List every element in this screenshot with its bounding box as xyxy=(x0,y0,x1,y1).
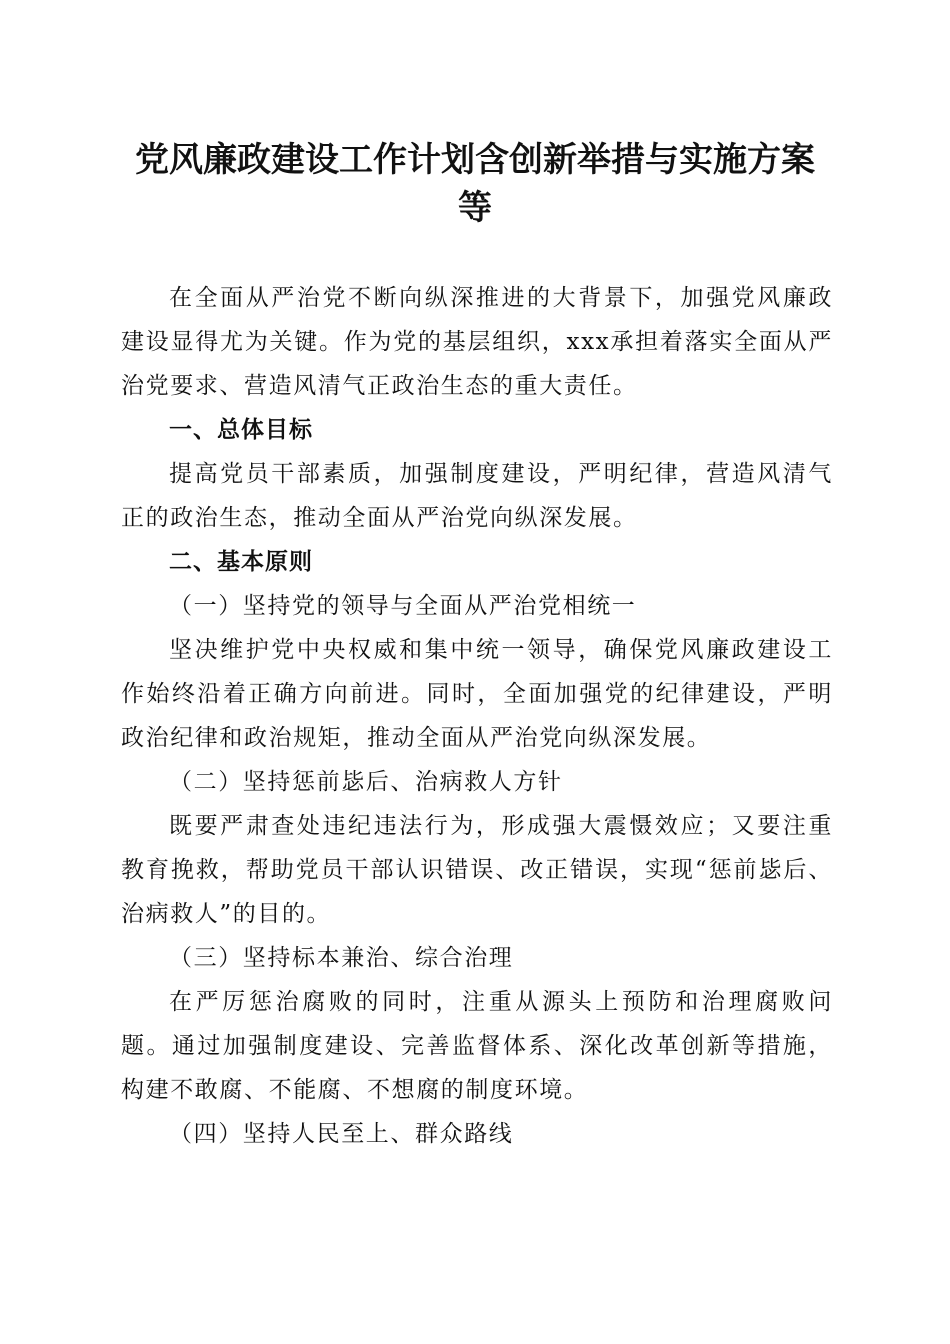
principle-1-heading: （一）坚持党的领导与全面从严治党相统一 xyxy=(169,593,637,619)
section-2-heading: 二、基本原则 xyxy=(169,549,313,575)
principle-2-text: 既要严肃查处违纪违法行为，形成强大震慑效应；又要注重教育挽救，帮助党员干部认识错误、改正错误，实现“惩前毖后、治病救人”的目的。 xyxy=(121,813,833,927)
title-line-2: 等 xyxy=(458,188,492,228)
document-body xyxy=(121,276,833,1156)
document-title xyxy=(100,136,850,232)
section-1-heading: 一、总体目标 xyxy=(169,417,313,443)
principle-4-heading: （四）坚持人民至上、群众路线 xyxy=(169,1121,514,1147)
intro-paragraph: 在全面从严治党不断向纵深推进的大背景下，加强党风廉政建设显得尤为关键。作为党的基层组织，xxx承担着落实全面从严治党要求、营造风清气正政治生态的重大责任。 xyxy=(121,285,833,399)
principle-1-text: 坚决维护党中央权威和集中统一领导，确保党风廉政建设工作始终沿着正确方向前进。同时，全面加强党的纪律建设，严明政治纪律和政治规矩，推动全面从严治党向纵深发展。 xyxy=(121,637,833,751)
principle-2-heading: （二）坚持惩前毖后、治病救人方针 xyxy=(169,769,563,795)
principle-3-heading: （三）坚持标本兼治、综合治理 xyxy=(169,945,514,971)
principle-3-text: 在严厉惩治腐败的同时，注重从源头上预防和治理腐败问题。通过加强制度建设、完善监督体系、深化改革创新等措施，构建不敢腐、不能腐、不想腐的制度环境。 xyxy=(121,989,833,1103)
title-line-1: 党风廉政建设工作计划含创新举措与实施方案 xyxy=(135,140,815,180)
section-1-text: 提高党员干部素质，加强制度建设，严明纪律，营造风清气正的政治生态，推动全面从严治党向纵深发展。 xyxy=(121,461,833,531)
